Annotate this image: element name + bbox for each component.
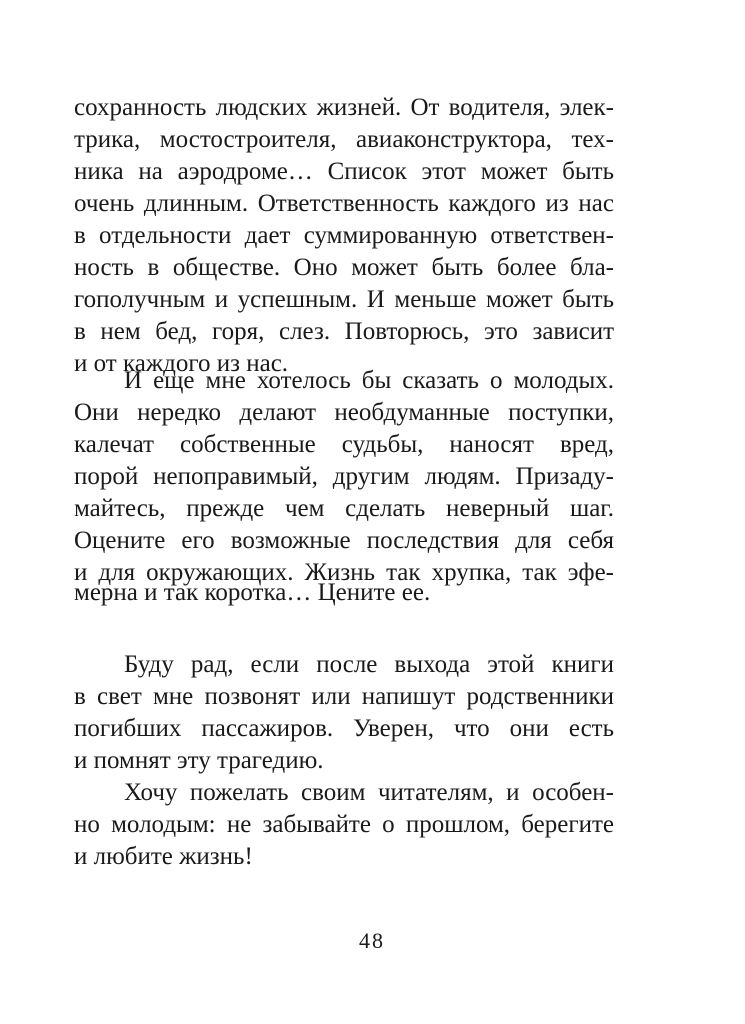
text-line: сохранность людских жизней. От водителя, элек- <box>74 94 614 121</box>
text-line: в свет мне позвонят или напишут родственники <box>74 683 614 710</box>
text-line: Они нередко делают необдуманные поступки, <box>74 399 614 426</box>
text-line: И еще мне хотелось бы сказать о молодых. <box>124 367 614 394</box>
text-line: Хочу пожелать своим читателям, и особен- <box>124 779 614 806</box>
text-line: в нем бед, горя, слез. Повторюсь, это зависит <box>74 318 614 345</box>
text-line: очень длинным. Ответственность каждого из нас <box>74 190 614 217</box>
page-number: 48 <box>359 928 385 953</box>
text-line: и любите жизнь! <box>74 843 253 870</box>
text-line: калечат собственные судьбы, наносят вред, <box>74 431 614 458</box>
text-line: порой непоправимый, другим людям. Призаду- <box>74 463 614 490</box>
book-page <box>74 0 670 1024</box>
text-line: погибших пассажиров. Уверен, что они есть <box>74 715 614 742</box>
text-line: майтесь, прежде чем сделать неверный шаг. <box>74 495 614 522</box>
text-line: и помнят эту трагедию. <box>74 747 324 774</box>
text-line: ность в обществе. Оно может быть более бла- <box>74 254 614 281</box>
text-line: но молодым: не забывайте о прошлом, берегите <box>74 811 614 838</box>
text-line: гополучным и успешным. И меньше может быть <box>74 286 614 313</box>
text-line: ника на аэродроме… Список этот может быть <box>74 158 614 185</box>
text-line: Оцените его возможные последствия для себя <box>74 527 614 554</box>
text-line: мерна и так коротка… Цените ее. <box>74 579 431 606</box>
text-line: и для окружающих. Жизнь так хрупка, так эфе- <box>74 559 614 586</box>
text-line: в отдельности дает суммированную ответствен- <box>74 222 614 249</box>
text-line: Буду рад, если после выхода этой книги <box>124 651 614 678</box>
text-line: и от каждого из нас. <box>74 350 289 377</box>
text-line: трика, мостостроителя, авиаконструктора, тех- <box>74 126 614 153</box>
